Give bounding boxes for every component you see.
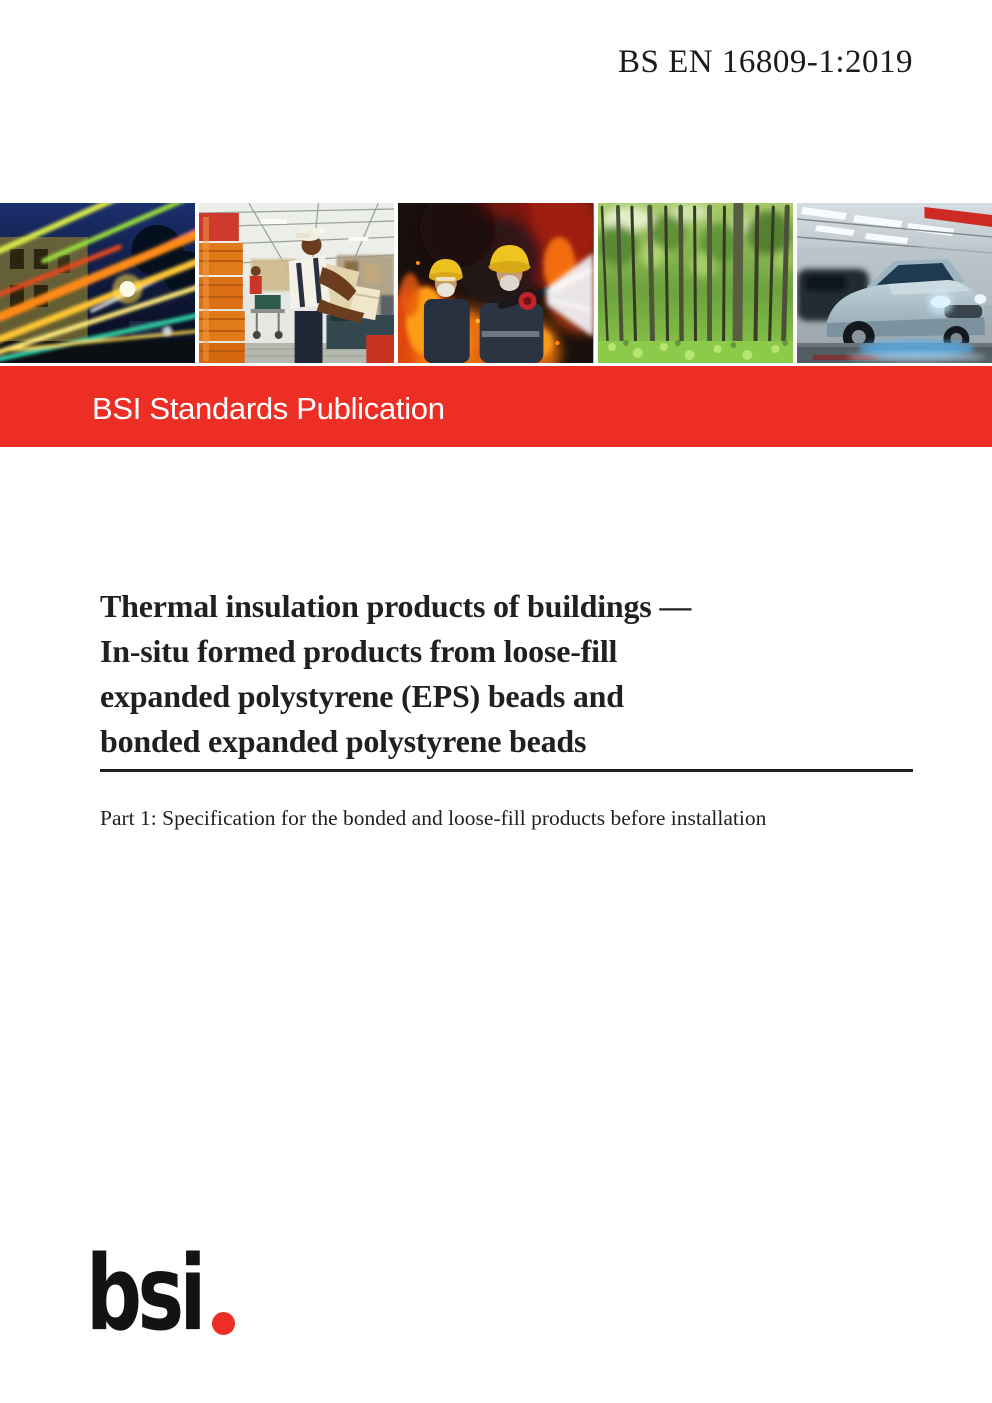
banner-label: BSI Standards Publication [92,390,445,426]
firefighters-photo [398,203,593,363]
photo-strip [0,203,992,363]
brand-banner [0,366,992,447]
title-rule [100,769,913,772]
car-assembly-image [797,203,992,363]
warehouse-image [199,203,394,363]
title-line: Thermal insulation products of buildings — [100,588,692,624]
title-line: bonded expanded polystyrene beads [100,723,587,759]
forest-image [598,203,793,363]
night-traffic-photo [0,203,195,363]
document-number: BS EN 16809-1:2019 [617,44,913,80]
firefighters-image [398,203,593,363]
title-line: In-situ formed products from loose-fill [100,633,618,669]
title-line: expanded polystyrene (EPS) beads and [100,678,624,714]
bsi-logo-dot [212,1312,235,1335]
night-traffic-image [0,203,195,363]
car-assembly-photo [797,203,992,363]
bsi-logo [86,1234,235,1355]
standard-title [100,584,930,764]
warehouse-worker-photo [199,203,394,363]
part-subtitle: Part 1: Specification for the bonded and loose-fill products before installation [100,806,767,830]
bsi-logo-text: bsi [86,1234,202,1355]
forest-photo [598,203,793,363]
